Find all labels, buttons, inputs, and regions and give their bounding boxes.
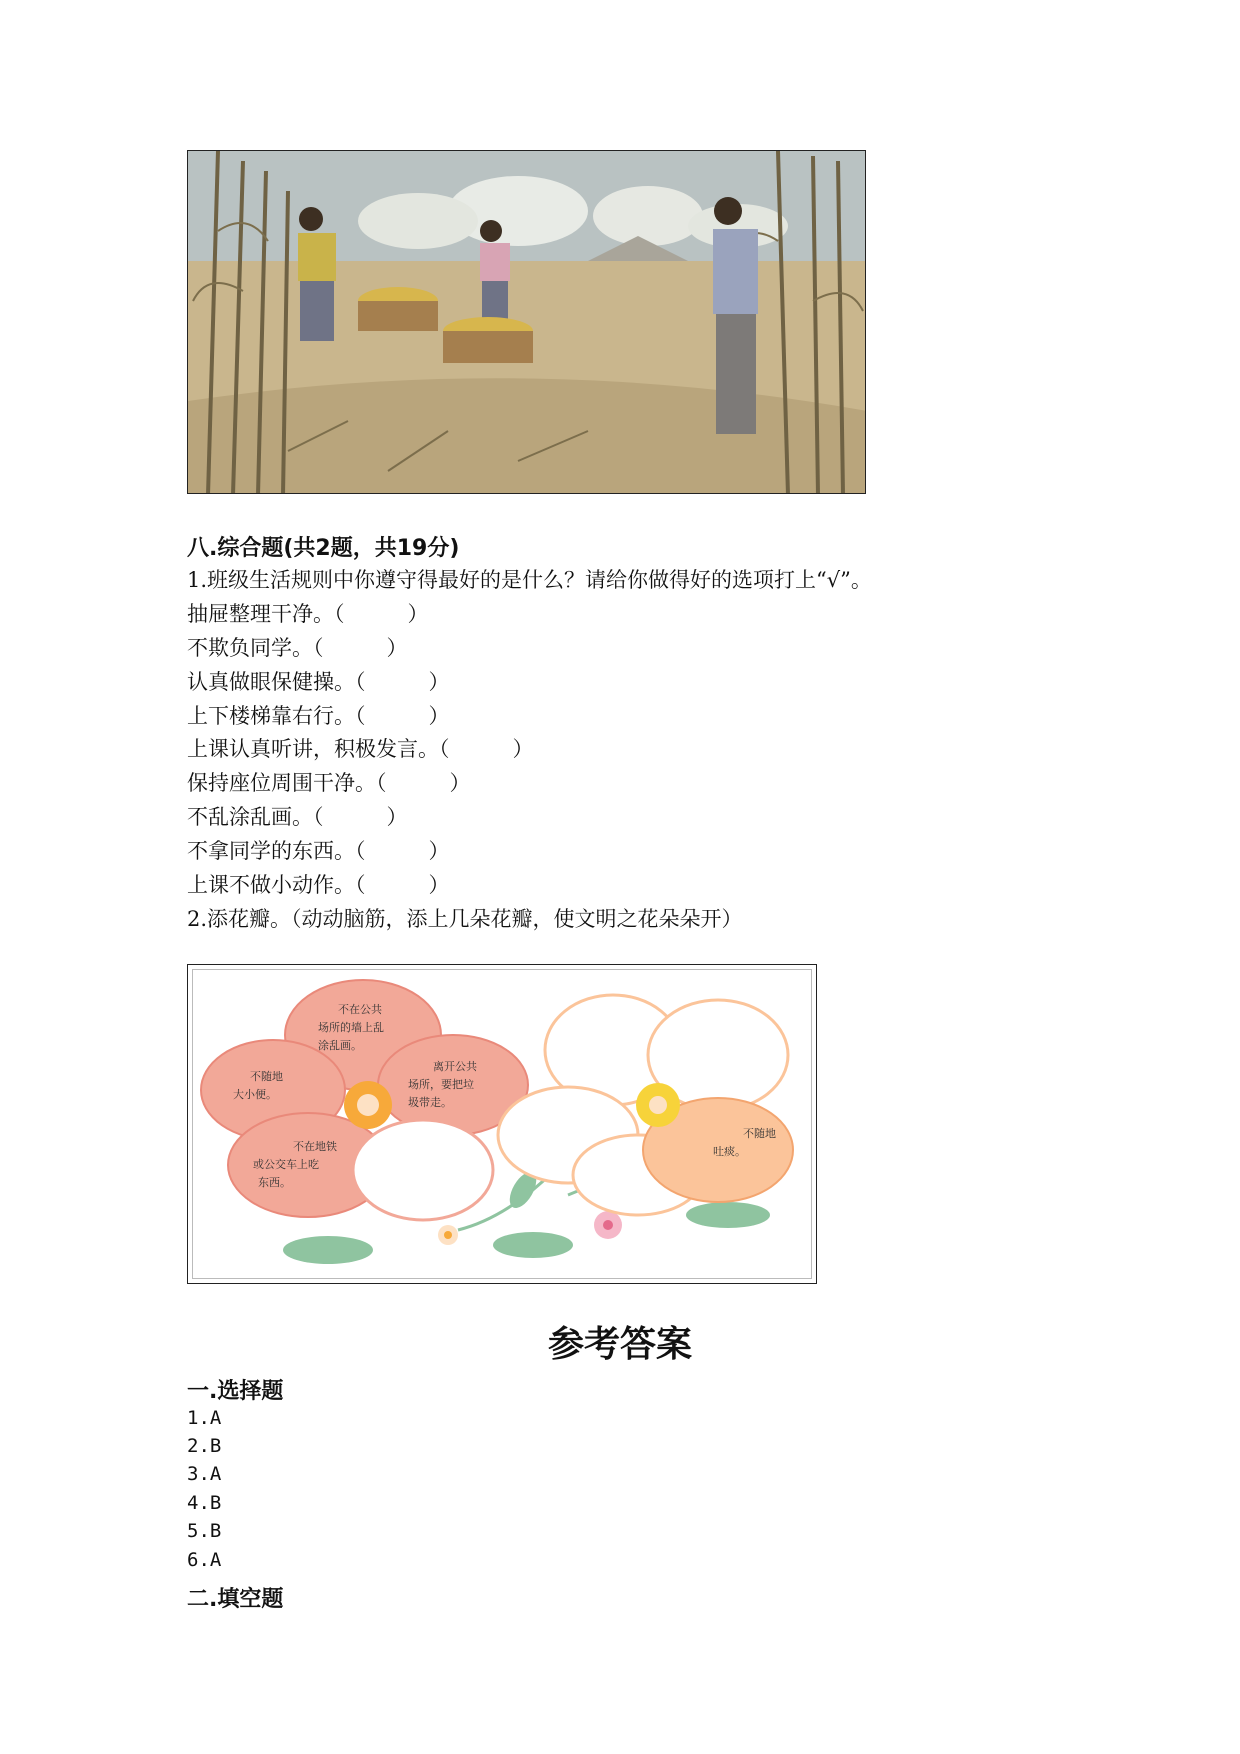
q1-option-6: 保持座位周围干净。（ ） xyxy=(187,771,471,795)
answer-1: 1.A xyxy=(187,1407,222,1429)
petal-top-line2: 场所的墙上乱 xyxy=(318,1021,384,1034)
answer-5: 5.B xyxy=(187,1520,222,1542)
answers-title: 参考答案 xyxy=(547,1324,692,1365)
q1-option-5: 上课认真听讲，积极发言。（ ） xyxy=(187,737,534,761)
petal-right-line2: 场所，要把垃 xyxy=(408,1078,474,1091)
answer-2: 2.B xyxy=(187,1435,222,1457)
q1-option-7: 不乱涂乱画。（ ） xyxy=(187,805,408,829)
question-1-prompt: 1.班级生活规则中你遵守得最好的是什么？请给你做得好的选项打上“√”。 xyxy=(187,568,872,592)
answers-section-2-heading: 二.填空题 xyxy=(187,1587,284,1612)
small-flower-yellow xyxy=(438,1225,458,1245)
answer-6: 6.A xyxy=(187,1549,222,1571)
civility-flower-figure xyxy=(187,964,817,1284)
q1-option-4: 上下楼梯靠右行。（ ） xyxy=(187,704,450,728)
petal-second-line2: 吐痰。 xyxy=(713,1145,746,1158)
petal-top-line3: 涂乱画。 xyxy=(318,1039,362,1052)
small-flower-pink xyxy=(594,1211,622,1239)
petal-bottom-line3: 东西。 xyxy=(258,1176,291,1189)
question-2-prompt: 2.添花瓣。（动动脑筋，添上几朵花瓣，使文明之花朵朵开） xyxy=(187,907,743,931)
petal-right-line1: 离开公共 xyxy=(433,1060,477,1073)
petal-top-line1: 不在公共 xyxy=(338,1003,382,1016)
section-8-heading: 八.综合题(共2题，共19分) xyxy=(187,536,460,561)
q1-option-8: 不拿同学的东西。（ ） xyxy=(187,839,450,863)
petal-left-line1: 不随地 xyxy=(250,1070,283,1083)
petal-bottom-line2: 或公交车上吃 xyxy=(253,1158,319,1171)
answers-section-1-heading: 一.选择题 xyxy=(187,1379,284,1404)
petal-right-line3: 圾带走。 xyxy=(408,1096,452,1109)
q1-option-2: 不欺负同学。（ ） xyxy=(187,636,408,660)
answer-4: 4.B xyxy=(187,1492,222,1514)
harvest-illustration xyxy=(187,150,866,494)
answer-3: 3.A xyxy=(187,1463,222,1485)
petal-bottom-line1: 不在地铁 xyxy=(293,1140,337,1153)
q1-option-1: 抽屉整理干净。（ ） xyxy=(187,602,429,626)
q1-option-3: 认真做眼保健操。（ ） xyxy=(187,670,450,694)
petal-left-line2: 大小便。 xyxy=(233,1088,277,1101)
petal-second-line1: 不随地 xyxy=(743,1127,776,1140)
q1-option-9: 上课不做小动作。（ ） xyxy=(187,873,450,897)
